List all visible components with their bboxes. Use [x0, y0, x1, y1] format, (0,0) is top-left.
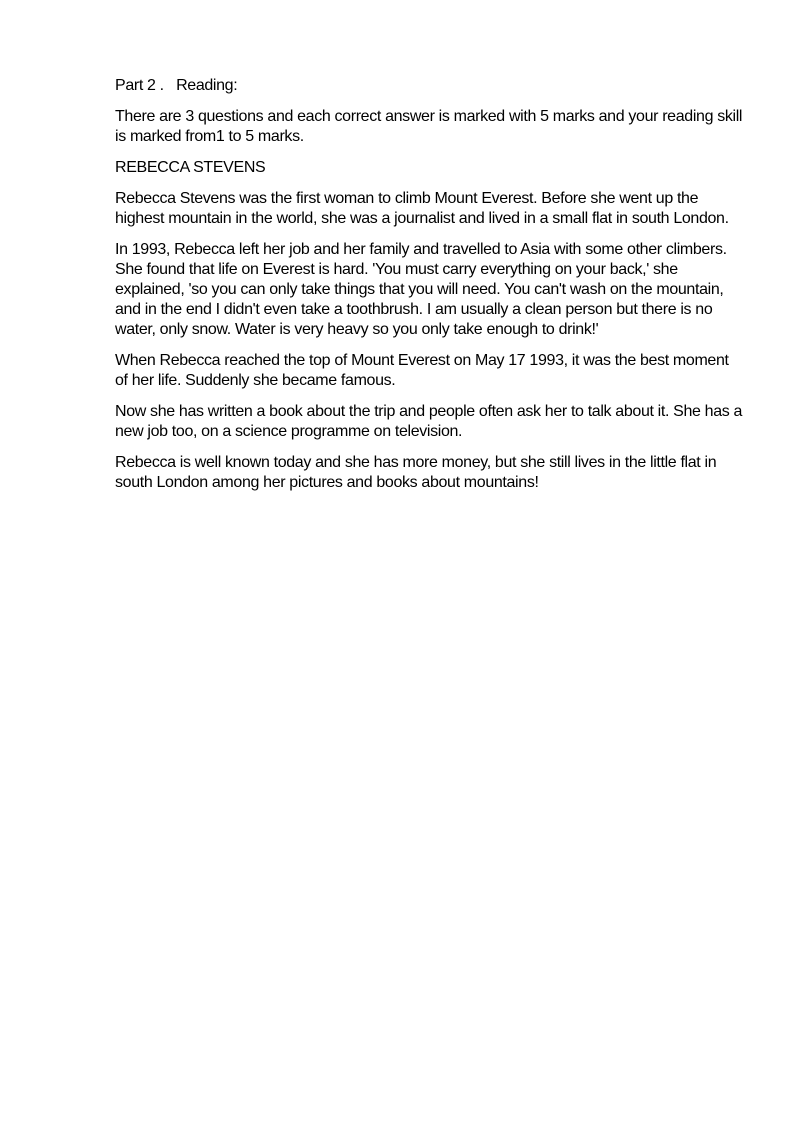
- instructions-text: There are 3 questions and each correct answer is marked with 5 marks and your reading skill is marked from1 to 5 marks.: [115, 108, 743, 145]
- paragraph-5: Rebecca is well known today and she has more money, but she still lives in the little flat in south London among her pictures and books about mountains!: [115, 454, 717, 491]
- document-body: [115, 76, 745, 504]
- paragraph-3: When Rebecca reached the top of Mount Everest on May 17 1993, it was the best moment of her life. Suddenly she became famous.: [115, 352, 729, 389]
- part-heading: Part 2 . Reading:: [115, 77, 238, 94]
- paragraph-4: Now she has written a book about the trip and people often ask her to talk about it. She has a new job too, on a science programme on television.: [115, 403, 743, 440]
- paragraph-1: Rebecca Stevens was the first woman to climb Mount Everest. Before she went up the highest mountain in the world, she was a journalist and lived in a small flat in south London.: [115, 190, 729, 227]
- article-title: REBECCA STEVENS: [115, 159, 266, 176]
- paragraph-2: In 1993, Rebecca left her job and her family and travelled to Asia with some other climbers. She found that life on Everest is hard. 'You must carry everything on your back,' she explained, 'so you can only take things that you will need. You can't wash on the mountain, and in the end I didn't even take a toothbrush. I am usually a clean person but there is no water, only snow. Water is very heavy so you only take enough to drink!': [115, 241, 727, 338]
